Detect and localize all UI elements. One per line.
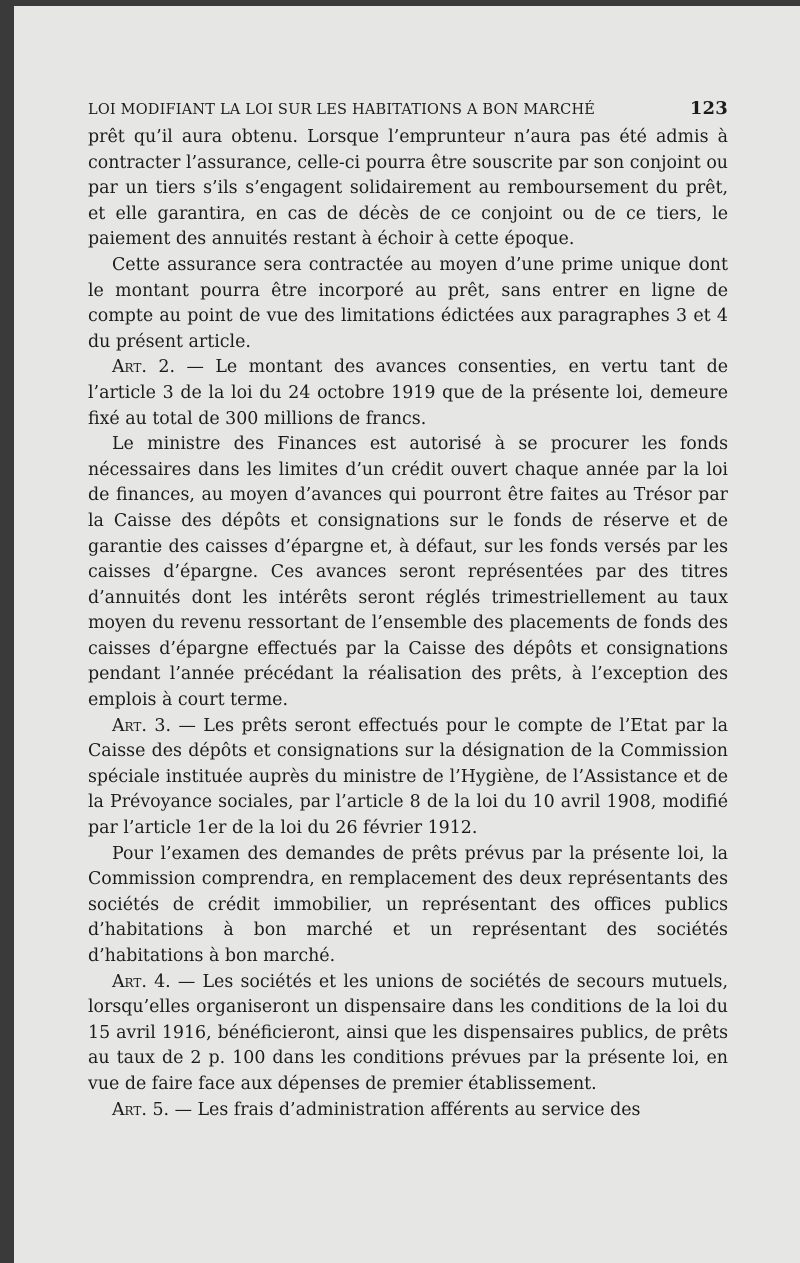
article-heading: Art. 4. [112, 971, 171, 992]
paragraph-text: Pour l’examen des demandes de prêts prévus par la présente loi, la Commission comprendra, en remplacement des deux représentants des sociétés de crédit immobilier, un représentant des offices publics d’habitations à bon marché et un représentant des sociétés d’habitations à bon marché. [88, 843, 728, 966]
article-heading: Art. 5. [112, 1099, 170, 1120]
paragraph-text: — Les frais d’administration afférents au service des [169, 1099, 641, 1120]
paragraph-1 [88, 125, 728, 253]
paragraph-6 [88, 842, 728, 970]
running-header [88, 98, 728, 119]
running-title: LOI MODIFIANT LA LOI SUR LES HABITATIONS A BON MARCHÉ [88, 102, 596, 118]
paragraph-2 [88, 253, 728, 355]
article-2-paragraph [88, 355, 728, 432]
article-heading: Art. 3. [112, 715, 171, 736]
article-5-paragraph [88, 1098, 728, 1124]
paragraph-text: prêt qu’il aura obtenu. Lorsque l’emprunteur n’aura pas été admis à contracter l’assurance, celle-ci pourra être souscrite par son conjoint ou par un tiers s’ils s’engagent solidairement au remboursement du prêt, et elle garantira, en cas de décès de ce conjoint ou de ce tiers, le paiement des annuités restant à échoir à cette époque. [88, 127, 728, 250]
paragraph-text: Cette assurance sera contractée au moyen d’une prime unique dont le montant pourra être incorporé au prêt, sans entrer en ligne de compte au point de vue des limitations édictées aux paragraphes 3 et 4 du présent article. [88, 254, 728, 352]
page-content [88, 98, 728, 1123]
paragraph-text: Le ministre des Finances est autorisé à se procurer les fonds nécessaires dans les limites d’un crédit ouvert chaque année par la loi de finances, au moyen d’avances qui pourront être faites au Trésor par la Caisse des dépôts et consignations sur le fonds de réserve et de garantie des caisses d’épargne et, à défaut, sur les fonds versés par les caisses d’épargne. Ces avances seront représentées par des titres d’annuités dont les intérêts seront réglés trimestriellement au taux moyen du revenu ressortant de l’ensemble des placements de fonds des caisses d’épargne effectués par la Caisse des dépôts et consignations pendant l’année précédant la réalisation des prêts, à l’exception des emplois à court terme. [88, 434, 728, 711]
article-3-paragraph [88, 714, 728, 842]
book-page [14, 6, 800, 1263]
paragraph-text: — Les sociétés et les unions de sociétés de secours mutuels, lorsqu’elles organiseront un dispensaire dans les conditions de la loi du 15 avril 1916, bénéficieront, ainsi que les dispensaires publics, de prêts au taux de 2 p. 100 dans les conditions prévues par la présente loi, en vue de faire face aux dépenses de premier établissement. [88, 971, 728, 1094]
paragraph-4 [88, 432, 728, 714]
paragraph-text: — Le montant des avances consenties, en vertu tant de l’article 3 de la loi du 24 octobre 1919 que de la présente loi, demeure fixé au total de 300 millions de francs. [88, 357, 728, 429]
paragraph-text: — Les prêts seront effectués pour le compte de l’Etat par la Caisse des dépôts et consignations sur la désignation de la Commission spéciale instituée auprès du ministre de l’Hygiène, de l’Assistance et de la Prévoyance sociales, par l’article 8 de la loi du 10 avril 1908, modifié par l’article 1er de la loi du 26 février 1912. [88, 715, 728, 839]
page-number: 123 [689, 98, 728, 119]
article-4-paragraph [88, 970, 728, 1098]
article-heading: Art. 2. [112, 357, 175, 378]
